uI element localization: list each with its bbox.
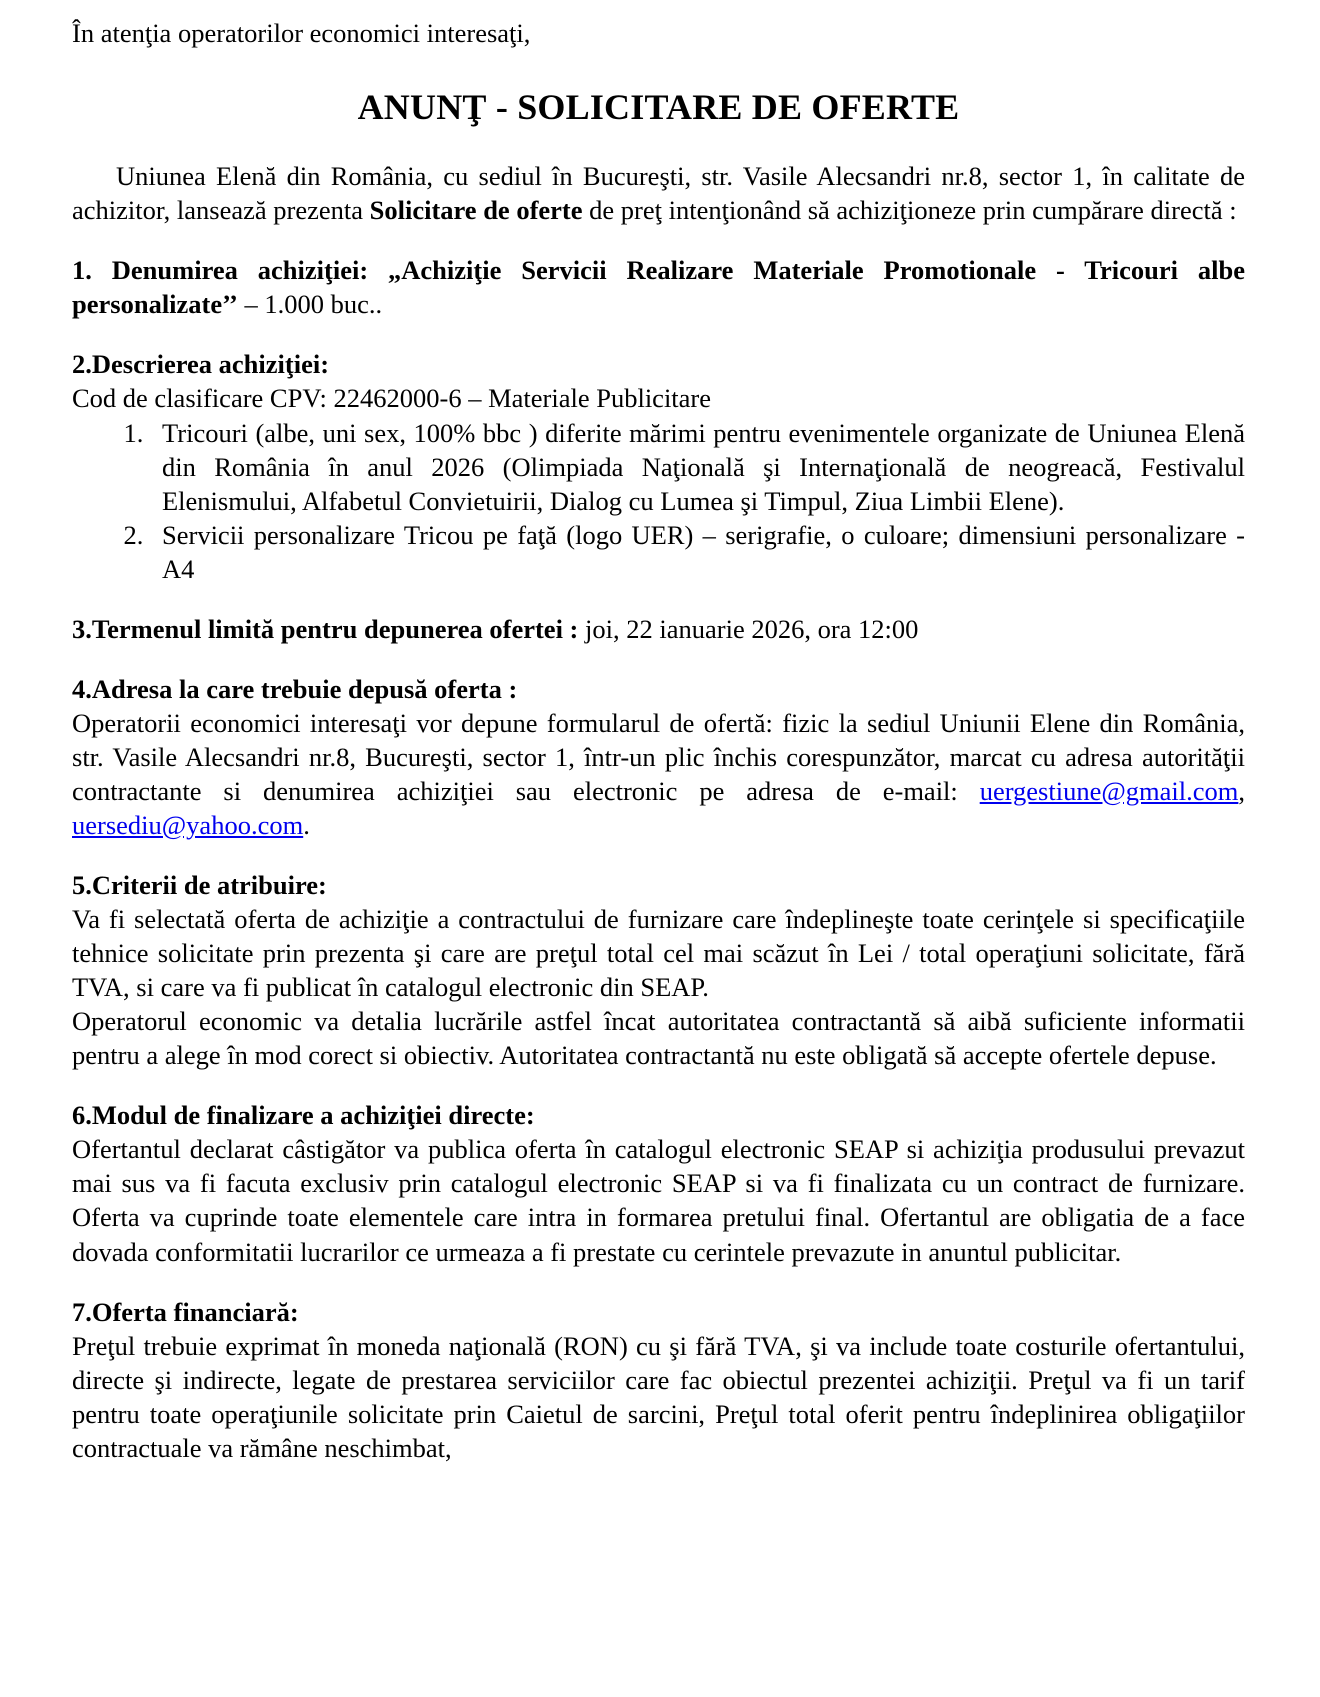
section-5 — [72, 868, 1245, 1072]
section-2-heading: 2.Descrierea achiziţiei: — [72, 349, 330, 380]
cpv-code-line: Cod de clasificare CPV: 22462000-6 – Materiale Publicitare — [72, 383, 712, 414]
section-3-line — [72, 612, 1245, 646]
section-3-heading: 3.Termenul limită pentru depunerea ofertei : — [72, 613, 579, 644]
section-7-heading: 7.Oferta financiară: — [72, 1296, 299, 1327]
email-link-sediu[interactable]: uersediu@yahoo.com — [72, 809, 304, 840]
section-5-paragraph-2: Operatorul economic va detalia lucrările astfel încat autoritatea contractantă să aibă suficiente informatii pentru a alege în mod corect si obiectiv. Autoritatea contractantă nu este obligată să accepte ofertele depuse. — [72, 1006, 1245, 1071]
section-7 — [72, 1295, 1245, 1465]
section-4 — [72, 672, 1245, 842]
email-link-gestiune[interactable]: uergestiune@gmail.com — [979, 775, 1239, 806]
section-6-paragraph: Ofertantul declarat câstigător va publica oferta în catalogul electronic SEAP si achiziţia produsului prevazut mai sus va fi facuta exclusiv prin catalogul electronic SEAP si va fi finalizata cu un contract de furnizare. Oferta va cuprinde toate elementele care intra in formarea pretului final. Ofertantul are obligatia de a face dovada conformitatii lucrarilor ce urmeaza a fi prestate cu cerintele prevazute in anuntul publicitar. — [72, 1134, 1245, 1267]
section-5-paragraph-1: Va fi selectată oferta de achiziţie a contractului de furnizare care îndeplineşte toate cerinţele si specificaţiile tehnice solicitate prin prezenta şi care are preţul total cel mai scăzut în Lei / total operaţiuni solicitate, fără TVA, si care va fi publicat în catalogul electronic din SEAP. — [72, 904, 1245, 1003]
list-item: 2. Servicii personalizare Tricou pe faţă (logo UER) – serigrafie, o culoare; dimensiuni personalizare - A4 — [150, 518, 1245, 586]
section-5-heading: 5.Criterii de atribuire: — [72, 870, 327, 901]
section-4-text-after: . — [303, 809, 310, 840]
intro-text-part1: Uniunea Elenă din România, cu sediul în Bucureşti, str. Vasile Alecsandri nr.8, sector 1, în calitate de achizitor, lansează prezenta — [72, 161, 1245, 226]
section-6-heading: 6.Modul de finalizare a achiziţiei directe: — [72, 1100, 535, 1131]
salutation-line: În atenţia operatorilor economici interesaţi, — [72, 18, 531, 48]
section-1 — [72, 253, 1245, 321]
section-1-heading-tail: – 1.000 buc.. — [237, 289, 383, 320]
list-item: 1. Tricouri (albe, uni sex, 100% bbc ) diferite mărimi pentru evenimentele organizate de Uniunea Elenă din România în anul 2026 (Olimpiada Naţională şi Internaţională de neogreacă, Festivalul Elenismului, Alfabetul Convietuirii, Dialog cu Lumea şi Timpul, Ziua Limbii Elene). — [150, 416, 1245, 518]
section-4-paragraph — [72, 706, 1245, 842]
section-1-heading-bold: 1. Denumirea achiziţiei: „Achiziţie Servicii Realizare Materiale Promotionale - Tricouri albe personalizate’’ — [72, 255, 1245, 320]
email-separator: , — [1238, 775, 1245, 806]
section-4-heading: 4.Adresa la care trebuie depusă oferta : — [72, 673, 518, 704]
section-1-heading — [72, 253, 1245, 321]
section-4-text-before: Operatorii economici interesaţi vor depune formularul de ofertă: fizic la sediul Uniunii Elene din România, str. Vasile Alecsandri nr.8, Bucureşti, sector 1, într-un plic închis corespunzător, marcat cu adresa autorităţii contractante si denumirea achiziţiei sau electronic pe adresa de e-mail: — [72, 707, 1245, 806]
intro-text-part2: de preţ intenţionând să achiziţioneze prin cumpărare directă : — [582, 195, 1237, 226]
description-items-list — [72, 416, 1245, 586]
section-7-paragraph: Preţul trebuie exprimat în moneda naţională (RON) cu şi fără TVA, şi va include toate costurile ofertantului, directe şi indirecte, legate de prestarea serviciilor care fac obiectul prezentei achiziţii. Preţul va fi un tarif pentru toate operaţiunile solicitate prin Caietul de sarcini, Preţul total oferit pentru îndeplinirea obligaţiilor contractuale va rămâne neschimbat, — [72, 1330, 1245, 1463]
intro-paragraph — [72, 159, 1245, 227]
intro-emphasis: Solicitare de oferte — [369, 195, 583, 226]
section-3 — [72, 612, 1245, 646]
section-6 — [72, 1098, 1245, 1268]
page-title: ANUNŢ - SOLICITARE DE OFERTE — [357, 87, 960, 128]
section-2 — [72, 347, 1245, 585]
document-body — [72, 16, 1245, 1465]
section-3-deadline-value: joi, 22 ianuarie 2026, ora 12:00 — [578, 613, 919, 644]
